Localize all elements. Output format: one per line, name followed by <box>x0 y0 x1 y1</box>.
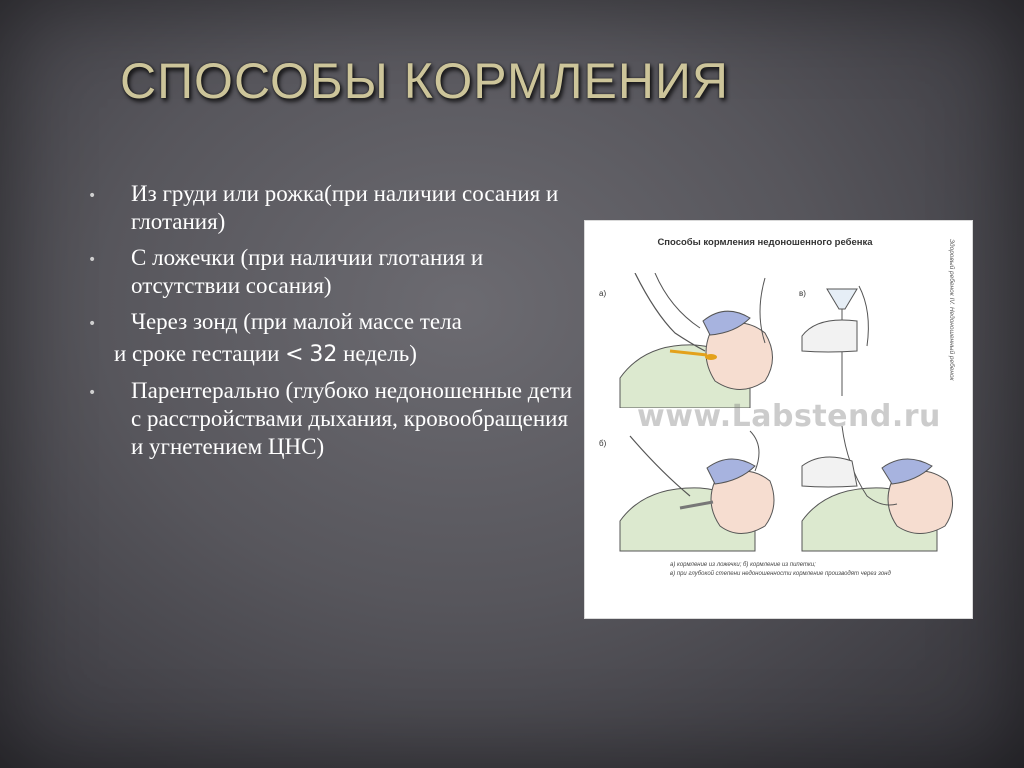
panel-label-v: в) <box>799 289 806 298</box>
continuation-prefix: и сроке гестации <box>114 341 286 366</box>
bullet-item <box>88 377 578 461</box>
figure-side-caption: Здоровый ребенок IV. Недоношенный ребенок <box>948 239 955 381</box>
bullet-dot-icon: • <box>88 252 97 268</box>
bullet-dot-icon: • <box>88 188 97 204</box>
less-than-symbol: < <box>285 342 304 367</box>
bullet-text: С ложечки (при наличии глотания и отсутствии сосания) <box>131 245 484 298</box>
bullet-item <box>88 244 578 300</box>
feeding-illustration <box>584 220 973 619</box>
pipette-feeding-drawing <box>615 426 780 556</box>
watermark-text: www.Labstend.ru <box>637 399 941 434</box>
bullet-text: Парентерально (глубоко недоношенные дети с расстройствами дыхания, кровообращения и угнетением ЦНС) <box>131 378 573 459</box>
continuation-suffix: недель) <box>337 341 417 366</box>
tube-funnel-drawing <box>797 281 947 411</box>
tube-feeding-drawing <box>797 426 962 556</box>
figure-caption-line: а) кормление из ложечки; б) кормление из пипетки; <box>670 562 816 568</box>
slide-title: СПОСОБЫ КОРМЛЕНИЯ <box>120 53 730 109</box>
bullet-text: Через зонд (при малой массе тела <box>131 309 462 334</box>
bullet-continuation <box>88 340 578 369</box>
figure-captions <box>670 561 960 579</box>
bullet-dot-icon: • <box>88 316 97 332</box>
figure-caption-line: в) при глубокой степени недоношенности кормление производят через зонд <box>670 571 891 577</box>
bullet-text: Из груди или рожка(при наличии сосания и глотания) <box>131 181 559 234</box>
bullet-item <box>88 180 578 236</box>
bullet-dot-icon: • <box>88 385 97 401</box>
figure-title: Способы кормления недоношенного ребенка <box>657 237 873 248</box>
bullet-item <box>88 308 578 336</box>
gestation-weeks: 32 <box>309 342 338 367</box>
spoon-feeding-drawing <box>615 273 780 408</box>
panel-label-a: а) <box>599 289 607 298</box>
panel-label-b: б) <box>599 439 607 448</box>
bullet-list <box>88 180 578 469</box>
